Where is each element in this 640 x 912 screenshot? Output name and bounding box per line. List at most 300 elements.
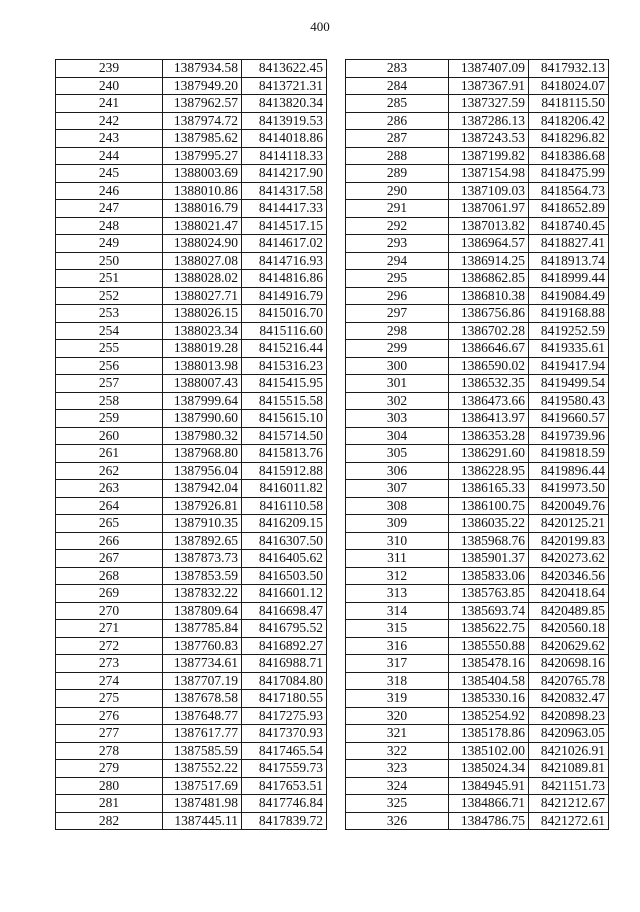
table-row [56, 760, 327, 778]
point-number-cell: 271 [56, 620, 163, 638]
x-coordinate-cell: 1387199.82 [449, 147, 529, 165]
x-coordinate-cell: 1387990.60 [163, 410, 242, 428]
point-number-cell: 315 [346, 620, 449, 638]
point-number-cell: 239 [56, 60, 163, 78]
table-row [346, 322, 609, 340]
point-number-cell: 294 [346, 252, 449, 270]
y-coordinate-cell: 8420489.85 [529, 602, 609, 620]
x-coordinate-cell: 1387949.20 [163, 77, 242, 95]
x-coordinate-cell: 1385968.76 [449, 532, 529, 550]
table-row [346, 375, 609, 393]
y-coordinate-cell: 8416795.52 [242, 620, 327, 638]
point-number-cell: 253 [56, 305, 163, 323]
x-coordinate-cell: 1386165.33 [449, 480, 529, 498]
y-coordinate-cell: 8420629.62 [529, 637, 609, 655]
x-coordinate-cell: 1385763.85 [449, 585, 529, 603]
y-coordinate-cell: 8414317.58 [242, 182, 327, 200]
point-number-cell: 307 [346, 480, 449, 498]
point-number-cell: 299 [346, 340, 449, 358]
x-coordinate-cell: 1386291.60 [449, 445, 529, 463]
point-number-cell: 277 [56, 725, 163, 743]
y-coordinate-cell: 8420560.18 [529, 620, 609, 638]
y-coordinate-cell: 8420125.21 [529, 515, 609, 533]
x-coordinate-cell: 1387648.77 [163, 707, 242, 725]
table-row [56, 77, 327, 95]
point-number-cell: 302 [346, 392, 449, 410]
point-number-cell: 318 [346, 672, 449, 690]
x-coordinate-cell: 1388026.15 [163, 305, 242, 323]
point-number-cell: 263 [56, 480, 163, 498]
x-coordinate-cell: 1386964.57 [449, 235, 529, 253]
x-coordinate-cell: 1384866.71 [449, 795, 529, 813]
table-row [56, 235, 327, 253]
y-coordinate-cell: 8414118.33 [242, 147, 327, 165]
point-number-cell: 254 [56, 322, 163, 340]
point-number-cell: 285 [346, 95, 449, 113]
point-number-cell: 322 [346, 742, 449, 760]
point-number-cell: 306 [346, 462, 449, 480]
point-number-cell: 251 [56, 270, 163, 288]
point-number-cell: 280 [56, 777, 163, 795]
x-coordinate-cell: 1387873.73 [163, 550, 242, 568]
x-coordinate-cell: 1386810.38 [449, 287, 529, 305]
y-coordinate-cell: 8419818.59 [529, 445, 609, 463]
table-row [56, 130, 327, 148]
y-coordinate-cell: 8414916.79 [242, 287, 327, 305]
point-number-cell: 275 [56, 690, 163, 708]
y-coordinate-cell: 8418827.41 [529, 235, 609, 253]
table-row [346, 112, 609, 130]
x-coordinate-cell: 1387995.27 [163, 147, 242, 165]
y-coordinate-cell: 8415912.88 [242, 462, 327, 480]
table-row [56, 585, 327, 603]
y-coordinate-cell: 8416601.12 [242, 585, 327, 603]
x-coordinate-cell: 1387407.09 [449, 60, 529, 78]
x-coordinate-cell: 1387617.77 [163, 725, 242, 743]
y-coordinate-cell: 8415016.70 [242, 305, 327, 323]
table-row [346, 165, 609, 183]
x-coordinate-cell: 1385254.92 [449, 707, 529, 725]
table-row [346, 602, 609, 620]
x-coordinate-cell: 1387286.13 [449, 112, 529, 130]
y-coordinate-cell: 8421212.67 [529, 795, 609, 813]
point-number-cell: 310 [346, 532, 449, 550]
point-number-cell: 293 [346, 235, 449, 253]
point-number-cell: 274 [56, 672, 163, 690]
point-number-cell: 256 [56, 357, 163, 375]
coordinates-table-right [345, 59, 609, 830]
table-row [346, 532, 609, 550]
y-coordinate-cell: 8417084.80 [242, 672, 327, 690]
table-row [346, 270, 609, 288]
point-number-cell: 326 [346, 812, 449, 830]
x-coordinate-cell: 1387962.57 [163, 95, 242, 113]
x-coordinate-cell: 1387892.65 [163, 532, 242, 550]
table-row [346, 690, 609, 708]
point-number-cell: 272 [56, 637, 163, 655]
x-coordinate-cell: 1385901.37 [449, 550, 529, 568]
table-row [56, 795, 327, 813]
y-coordinate-cell: 8419252.59 [529, 322, 609, 340]
x-coordinate-cell: 1388016.79 [163, 200, 242, 218]
y-coordinate-cell: 8416698.47 [242, 602, 327, 620]
point-number-cell: 317 [346, 655, 449, 673]
x-coordinate-cell: 1385404.58 [449, 672, 529, 690]
table-row [56, 567, 327, 585]
point-number-cell: 325 [346, 795, 449, 813]
point-number-cell: 308 [346, 497, 449, 515]
y-coordinate-cell: 8416503.50 [242, 567, 327, 585]
x-coordinate-cell: 1386413.97 [449, 410, 529, 428]
y-coordinate-cell: 8420418.64 [529, 585, 609, 603]
y-coordinate-cell: 8416307.50 [242, 532, 327, 550]
y-coordinate-cell: 8419580.43 [529, 392, 609, 410]
table-row [56, 305, 327, 323]
table-row [346, 480, 609, 498]
table-row [56, 60, 327, 78]
x-coordinate-cell: 1387760.83 [163, 637, 242, 655]
y-coordinate-cell: 8418475.99 [529, 165, 609, 183]
y-coordinate-cell: 8417370.93 [242, 725, 327, 743]
table-row [346, 392, 609, 410]
x-coordinate-cell: 1387445.11 [163, 812, 242, 830]
point-number-cell: 286 [346, 112, 449, 130]
table-row [56, 112, 327, 130]
x-coordinate-cell: 1387734.61 [163, 655, 242, 673]
y-coordinate-cell: 8421151.73 [529, 777, 609, 795]
y-coordinate-cell: 8415813.76 [242, 445, 327, 463]
table-row [56, 462, 327, 480]
x-coordinate-cell: 1386532.35 [449, 375, 529, 393]
y-coordinate-cell: 8414417.33 [242, 200, 327, 218]
table-row [346, 95, 609, 113]
table-row [346, 235, 609, 253]
x-coordinate-cell: 1387910.35 [163, 515, 242, 533]
point-number-cell: 247 [56, 200, 163, 218]
y-coordinate-cell: 8420898.23 [529, 707, 609, 725]
y-coordinate-cell: 8414018.86 [242, 130, 327, 148]
table-row [346, 672, 609, 690]
table-row [346, 812, 609, 830]
y-coordinate-cell: 8418999.44 [529, 270, 609, 288]
page-number: 400 [310, 19, 330, 34]
point-number-cell: 246 [56, 182, 163, 200]
table-row [56, 392, 327, 410]
table-row [56, 602, 327, 620]
point-number-cell: 249 [56, 235, 163, 253]
point-number-cell: 260 [56, 427, 163, 445]
x-coordinate-cell: 1387832.22 [163, 585, 242, 603]
table-row [56, 725, 327, 743]
y-coordinate-cell: 8420765.78 [529, 672, 609, 690]
point-number-cell: 266 [56, 532, 163, 550]
x-coordinate-cell: 1386228.95 [449, 462, 529, 480]
x-coordinate-cell: 1388013.98 [163, 357, 242, 375]
y-coordinate-cell: 8416988.71 [242, 655, 327, 673]
y-coordinate-cell: 8414716.93 [242, 252, 327, 270]
table-row [346, 462, 609, 480]
point-number-cell: 261 [56, 445, 163, 463]
x-coordinate-cell: 1387154.98 [449, 165, 529, 183]
x-coordinate-cell: 1387968.80 [163, 445, 242, 463]
x-coordinate-cell: 1386590.02 [449, 357, 529, 375]
x-coordinate-cell: 1386646.67 [449, 340, 529, 358]
table-row [56, 252, 327, 270]
table-row [346, 795, 609, 813]
y-coordinate-cell: 8417180.55 [242, 690, 327, 708]
x-coordinate-cell: 1386100.75 [449, 497, 529, 515]
point-number-cell: 320 [346, 707, 449, 725]
table-row [346, 427, 609, 445]
point-number-cell: 283 [346, 60, 449, 78]
table-row [56, 270, 327, 288]
x-coordinate-cell: 1386473.66 [449, 392, 529, 410]
table-row [346, 357, 609, 375]
table-row [56, 812, 327, 830]
x-coordinate-cell: 1387980.32 [163, 427, 242, 445]
point-number-cell: 267 [56, 550, 163, 568]
point-number-cell: 270 [56, 602, 163, 620]
x-coordinate-cell: 1388028.02 [163, 270, 242, 288]
point-number-cell: 276 [56, 707, 163, 725]
y-coordinate-cell: 8420199.83 [529, 532, 609, 550]
table-row [346, 147, 609, 165]
y-coordinate-cell: 8413820.34 [242, 95, 327, 113]
table-row [346, 550, 609, 568]
coordinates-table-left [55, 59, 327, 830]
x-coordinate-cell: 1385478.16 [449, 655, 529, 673]
table-row [346, 497, 609, 515]
point-number-cell: 250 [56, 252, 163, 270]
x-coordinate-cell: 1384945.91 [449, 777, 529, 795]
point-number-cell: 312 [346, 567, 449, 585]
y-coordinate-cell: 8420963.05 [529, 725, 609, 743]
point-number-cell: 296 [346, 287, 449, 305]
x-coordinate-cell: 1386862.85 [449, 270, 529, 288]
table-row [346, 340, 609, 358]
table-row [56, 445, 327, 463]
x-coordinate-cell: 1387926.81 [163, 497, 242, 515]
y-coordinate-cell: 8420832.47 [529, 690, 609, 708]
point-number-cell: 288 [346, 147, 449, 165]
y-coordinate-cell: 8418913.74 [529, 252, 609, 270]
y-coordinate-cell: 8420346.56 [529, 567, 609, 585]
y-coordinate-cell: 8418296.82 [529, 130, 609, 148]
table-row [346, 567, 609, 585]
y-coordinate-cell: 8418386.68 [529, 147, 609, 165]
table-row [56, 410, 327, 428]
table-row [56, 515, 327, 533]
table-row [346, 515, 609, 533]
x-coordinate-cell: 1387481.98 [163, 795, 242, 813]
table-row [346, 655, 609, 673]
y-coordinate-cell: 8413622.45 [242, 60, 327, 78]
point-number-cell: 264 [56, 497, 163, 515]
point-number-cell: 282 [56, 812, 163, 830]
table-row [346, 707, 609, 725]
y-coordinate-cell: 8413721.31 [242, 77, 327, 95]
y-coordinate-cell: 8417653.51 [242, 777, 327, 795]
y-coordinate-cell: 8417559.73 [242, 760, 327, 778]
y-coordinate-cell: 8419499.54 [529, 375, 609, 393]
y-coordinate-cell: 8419896.44 [529, 462, 609, 480]
table-row [346, 252, 609, 270]
point-number-cell: 291 [346, 200, 449, 218]
table-row [56, 95, 327, 113]
point-number-cell: 269 [56, 585, 163, 603]
point-number-cell: 290 [346, 182, 449, 200]
table-row [56, 637, 327, 655]
y-coordinate-cell: 8418024.07 [529, 77, 609, 95]
y-coordinate-cell: 8417932.13 [529, 60, 609, 78]
point-number-cell: 321 [346, 725, 449, 743]
x-coordinate-cell: 1387552.22 [163, 760, 242, 778]
x-coordinate-cell: 1384786.75 [449, 812, 529, 830]
table-row [346, 77, 609, 95]
x-coordinate-cell: 1386035.22 [449, 515, 529, 533]
table-row [346, 410, 609, 428]
point-number-cell: 284 [346, 77, 449, 95]
table-row [56, 182, 327, 200]
y-coordinate-cell: 8418652.89 [529, 200, 609, 218]
x-coordinate-cell: 1388024.90 [163, 235, 242, 253]
coordinates-table-right-body [346, 60, 609, 830]
table-row [56, 655, 327, 673]
table-row [346, 200, 609, 218]
point-number-cell: 279 [56, 760, 163, 778]
x-coordinate-cell: 1385178.86 [449, 725, 529, 743]
y-coordinate-cell: 8416110.58 [242, 497, 327, 515]
x-coordinate-cell: 1387853.59 [163, 567, 242, 585]
table-row [56, 357, 327, 375]
x-coordinate-cell: 1387999.64 [163, 392, 242, 410]
x-coordinate-cell: 1387985.62 [163, 130, 242, 148]
y-coordinate-cell: 8420049.76 [529, 497, 609, 515]
point-number-cell: 259 [56, 410, 163, 428]
table-row [346, 777, 609, 795]
y-coordinate-cell: 8419417.94 [529, 357, 609, 375]
x-coordinate-cell: 1386353.28 [449, 427, 529, 445]
point-number-cell: 303 [346, 410, 449, 428]
x-coordinate-cell: 1387013.82 [449, 217, 529, 235]
point-number-cell: 316 [346, 637, 449, 655]
x-coordinate-cell: 1387367.91 [449, 77, 529, 95]
point-number-cell: 314 [346, 602, 449, 620]
x-coordinate-cell: 1388019.28 [163, 340, 242, 358]
table-row [56, 620, 327, 638]
y-coordinate-cell: 8414816.86 [242, 270, 327, 288]
table-row [346, 60, 609, 78]
y-coordinate-cell: 8420273.62 [529, 550, 609, 568]
table-row [56, 672, 327, 690]
y-coordinate-cell: 8421089.81 [529, 760, 609, 778]
point-number-cell: 242 [56, 112, 163, 130]
x-coordinate-cell: 1387956.04 [163, 462, 242, 480]
y-coordinate-cell: 8419973.50 [529, 480, 609, 498]
x-coordinate-cell: 1385024.34 [449, 760, 529, 778]
point-number-cell: 243 [56, 130, 163, 148]
point-number-cell: 262 [56, 462, 163, 480]
x-coordinate-cell: 1387974.72 [163, 112, 242, 130]
point-number-cell: 245 [56, 165, 163, 183]
y-coordinate-cell: 8416011.82 [242, 480, 327, 498]
point-number-cell: 257 [56, 375, 163, 393]
y-coordinate-cell: 8418115.50 [529, 95, 609, 113]
y-coordinate-cell: 8419168.88 [529, 305, 609, 323]
table-row [56, 217, 327, 235]
y-coordinate-cell: 8419739.96 [529, 427, 609, 445]
y-coordinate-cell: 8416892.27 [242, 637, 327, 655]
y-coordinate-cell: 8415316.23 [242, 357, 327, 375]
x-coordinate-cell: 1387243.53 [449, 130, 529, 148]
x-coordinate-cell: 1385622.75 [449, 620, 529, 638]
table-row [56, 707, 327, 725]
table-row [346, 445, 609, 463]
point-number-cell: 313 [346, 585, 449, 603]
y-coordinate-cell: 8417746.84 [242, 795, 327, 813]
y-coordinate-cell: 8417839.72 [242, 812, 327, 830]
x-coordinate-cell: 1387517.69 [163, 777, 242, 795]
point-number-cell: 305 [346, 445, 449, 463]
point-number-cell: 300 [346, 357, 449, 375]
y-coordinate-cell: 8414217.90 [242, 165, 327, 183]
x-coordinate-cell: 1388007.43 [163, 375, 242, 393]
point-number-cell: 244 [56, 147, 163, 165]
point-number-cell: 273 [56, 655, 163, 673]
point-number-cell: 301 [346, 375, 449, 393]
table-row [56, 287, 327, 305]
x-coordinate-cell: 1386914.25 [449, 252, 529, 270]
x-coordinate-cell: 1385550.88 [449, 637, 529, 655]
table-row [56, 340, 327, 358]
point-number-cell: 240 [56, 77, 163, 95]
point-number-cell: 289 [346, 165, 449, 183]
x-coordinate-cell: 1385330.16 [449, 690, 529, 708]
point-number-cell: 258 [56, 392, 163, 410]
point-number-cell: 265 [56, 515, 163, 533]
coordinates-table-left-body [56, 60, 327, 830]
table-row [346, 637, 609, 655]
y-coordinate-cell: 8418206.42 [529, 112, 609, 130]
y-coordinate-cell: 8415714.50 [242, 427, 327, 445]
x-coordinate-cell: 1387707.19 [163, 672, 242, 690]
y-coordinate-cell: 8413919.53 [242, 112, 327, 130]
table-row [56, 165, 327, 183]
point-number-cell: 255 [56, 340, 163, 358]
x-coordinate-cell: 1387809.64 [163, 602, 242, 620]
point-number-cell: 268 [56, 567, 163, 585]
point-number-cell: 298 [346, 322, 449, 340]
y-coordinate-cell: 8420698.16 [529, 655, 609, 673]
y-coordinate-cell: 8419335.61 [529, 340, 609, 358]
point-number-cell: 287 [346, 130, 449, 148]
y-coordinate-cell: 8418564.73 [529, 182, 609, 200]
table-row [346, 585, 609, 603]
point-number-cell: 319 [346, 690, 449, 708]
y-coordinate-cell: 8421272.61 [529, 812, 609, 830]
table-row [56, 532, 327, 550]
table-row [346, 287, 609, 305]
table-row [56, 777, 327, 795]
x-coordinate-cell: 1387785.84 [163, 620, 242, 638]
table-row [56, 550, 327, 568]
table-row [56, 742, 327, 760]
x-coordinate-cell: 1388003.69 [163, 165, 242, 183]
y-coordinate-cell: 8414517.15 [242, 217, 327, 235]
y-coordinate-cell: 8421026.91 [529, 742, 609, 760]
table-row [56, 322, 327, 340]
point-number-cell: 278 [56, 742, 163, 760]
